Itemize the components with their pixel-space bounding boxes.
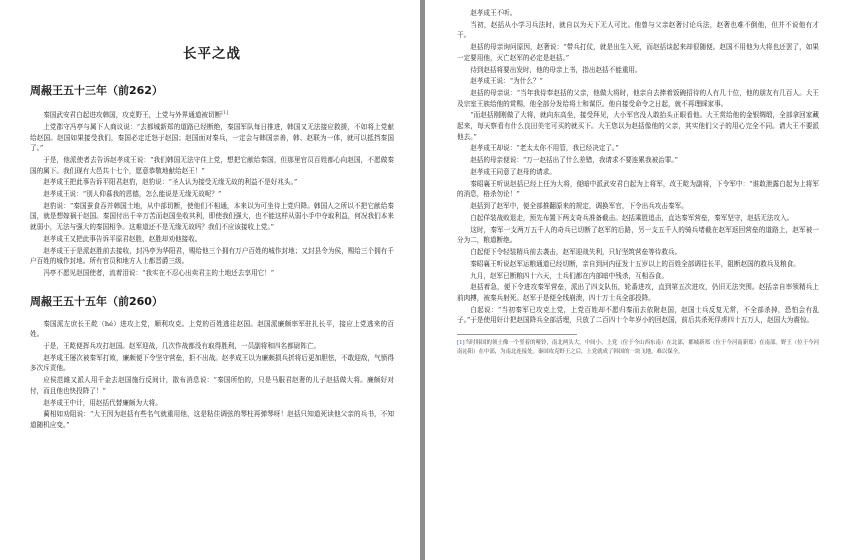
paragraph: 白起佯装战败退走，预先布置下两支奇兵准备截击。赵括乘胜追击，直达秦军营垒，秦军坚守，赵括无法攻入。: [470, 213, 794, 222]
paragraph: 赵括的母亲便说：“万一赵括出了什么差错，我请求不要连累我被治罪。”: [470, 156, 679, 165]
paragraph: 赵豹说：“秦国蚕食吞并韩国土地，从中部切断，使他们不相通，本来以为可坐待上党归降。韩国人之所以不把它献给秦国，就是想嫁祸于赵国。秦国付出千辛万苦而赵国坐收其利，即使我们强大，也不能这样从弱小手中夺取利益，何况我们本来就弱小，无法与强大的秦国相争。这难道还不是无缘无故吗？我们不应该接收上党。”: [30, 201, 394, 232]
footnote: [457, 339, 819, 356]
paragraph: 冯亭不愿见赵国使者，流着泪说：“我实在不忍心出卖君主的土地还去享用它！”: [43, 269, 275, 277]
paragraph: 这时，秦军一支两万五千人的奇兵已切断了赵军的后路，另一支五千人的骑兵堵截在赵军返回营垒的道路上，赵军被一分为二，粮道断绝。: [457, 225, 819, 245]
paragraph: 当初，赵括从小学习兵法时，就自以为天下无人可比。他曾与父亲赵奢讨论兵法，赵奢也难不倒他，但并不说他有才干。: [457, 20, 819, 40]
paragraph: 赵孝成王不听。: [470, 9, 517, 17]
paragraph: 赵括着急，便下令进攻秦军营垒，派出了四支队伍，轮番进攻，直到第五次进攻，仍旧无法突围。赵括亲自率领精兵上前肉搏，被秦兵射死。赵军于是便全线崩溃，四十万士兵全部投降。: [457, 283, 819, 303]
paragraph: 赵孝成王却说：“老太太你不用管，我已经决定了。”: [470, 144, 619, 153]
paragraph: 秦昭襄王听说赵括已经上任为大将，便暗中派武安君白起为上将军，改王龁为副将，下令军中：“谁敢泄露白起为上将军的消息，格杀勿论！”: [457, 179, 819, 199]
paragraph: “而赵括刚刚做了大将，就向东高坐，接受拜见，大小军官没人敢抬头正眼看他。大王赏给他的金银绸缎，全部拿回家藏起来，每天察看有什么良田美宅可买的就买下。大王您以为赵括像他的父亲，其实他们父子的用心完全不同。请大王不要派他去。”: [457, 111, 819, 141]
paragraph: 赵孝成王同意了赵母的请求。: [470, 168, 556, 176]
paragraph: 上党郡守冯亭与属下人商议说：“去都城新郑的道路已经断绝，秦国军队每日推进，韩国又无法接应救援，不如将上党献给赵国。赵国如果接受我们，秦国必定迁怒于赵国；赵国面对秦兵，一定会与韩国亲善，韩、赵联为一体，就可以抵挡秦国了。”: [30, 122, 394, 153]
paragraph: 赵括的母亲说：“当年我侍奉赵括的父亲，他做大将时，他亲自去捧着饭碗招待的人有几十位，他的朋友有几百人。大王及宗室王族给他的赏赐，他全部分发给将士和谋臣。他自接受命令之日起，就不再理睬家事。: [457, 89, 819, 108]
paragraph: 于是，他派使者去告诉赵孝成王说：“我们韩国无法守住上党，想把它献给秦国，但那里官员百姓都心向赵国，不愿做秦国的属下。我们现有大邑共十七个，愿意恭敬地献给赵王！”: [30, 155, 394, 175]
paragraph: 白起说：“当初秦军已攻克上党，上党百姓却不愿归秦而去依附赵国，赵国士兵反复无常，不全部杀掉，恐怕会有乱子。”于是使用奸计把赵国降兵全部活埋，只放了二百四十个年岁小的回赵国，前后共杀死俘虏四十五万人，赵国大为震惊。: [457, 305, 819, 325]
left-page: [0, 0, 420, 560]
paragraph: 赵括到了赵军中，便全部推翻原来的规定，调换军官，下令出兵攻击秦军。: [470, 202, 688, 211]
paragraph: 待到赵括将要出发时，他的母亲上书，指出赵括不能重用。: [470, 65, 642, 74]
section-heading-262: 周赧王五十三年（前262）: [30, 84, 163, 97]
paragraph: 赵孝成王说：“为什么？”: [470, 77, 543, 86]
document-title: 长平之战: [183, 46, 241, 62]
paragraph: 蔺相如劝阻说：“大王因为赵括有些名气就重用他，这是粘住调弦的琴柱再弹琴呀！赵括只知道死读他父亲的兵书，不知道随机应变。”: [30, 410, 394, 429]
paragraph: 赵孝成王把此事告诉平阳君赵豹，赵豹说：“圣人认为接受无缘无故的利益不是好兆头。”: [43, 178, 298, 187]
right-page: [425, 0, 845, 560]
footnote-marker[interactable]: [1]: [221, 110, 229, 116]
paragraph: 应侯范雎又派人用千金去赵国施行反间计，散布消息说：“秦国所怕的，只是马服君赵奢的儿子赵括做大将。廉颇好对付，而且他也快投降了！”: [30, 376, 394, 395]
paragraph: 赵孝成王说：“别人仰慕我的恩德，怎么能说是无缘无故呢？”: [43, 190, 222, 199]
footnote-divider: [457, 334, 577, 335]
paragraph: 秦昭襄王听说赵军运粮通道已经切断，亲自到河内征发十五岁以上的百姓全部调往长平，阻断赵国的救兵及粮食。: [470, 259, 800, 268]
paragraph: 赵孝成王又把此事告诉平原君赵胜，赵胜却劝他接收。: [43, 234, 202, 243]
paragraph: 于是，王龁便挥兵攻打赵国。赵军迎战，几次作战都没有取得胜利，一员副将和四名都尉阵亡。: [43, 341, 321, 350]
paragraph: 赵括的母亲询问原因，赵奢说：“带兵打仗，就是出生入死，而赵括谈起来却很随便。赵国不用他为大将也还罢了，如果一定要用他，灭亡赵军的必定是赵括。”: [457, 43, 819, 62]
paragraph: 白起便下令轻装精兵前去袭击，赵军迎战失利，只好坚筑营垒等待救兵。: [470, 248, 682, 257]
paragraph: 秦国派左庶长王龁（hé）进攻上党，顺利攻克。上党的百姓逃往赵国。赵国派廉颇率军驻扎长平，接应上党逃来的百姓。: [30, 319, 394, 339]
footnote-ref[interactable]: [1]: [457, 340, 465, 346]
footnote-text: 当时韩国的领土像一个竖着的哑铃，南北两头大，中间小。上党（位于今山西东南）在北部，都城新郑（位于今河南新郑）在南部。野王（位于今河南沁阳）在中部，为南北连接处。秦国攻克野王之后，上党就成了韩国的一块飞地，难以保全。: [457, 340, 819, 355]
paragraph: 赵孝成王中计，用赵括代替廉颇为大将。: [43, 398, 162, 407]
paragraph: 秦国武安君白起进攻韩国，攻克野王，上党与外界通道被切断[1]: [43, 110, 229, 120]
paragraph: 九月，赵军已断粮四十六天，士兵们都在内部暗中残杀，互相吞食。: [470, 271, 668, 280]
paragraph: 赵孝成王于是派赵胜前去接收，封冯亭为华阳君，赐给他三个拥有万户百姓的城作封地；又封县令为侯，赐给三个拥有千户百姓的城作封地。所有官员和地方人士都晋爵三级。: [30, 246, 394, 266]
section-heading-260: 周赧王五十五年（前260）: [30, 294, 163, 308]
paragraph: 赵孝成王屡次被秦军打败，廉颇便下令坚守营垒，拒不出战。赵孝成王以为廉颇损兵折将后更加胆怯，不敢迎敌，气愤得多次斥责他。: [30, 353, 394, 373]
